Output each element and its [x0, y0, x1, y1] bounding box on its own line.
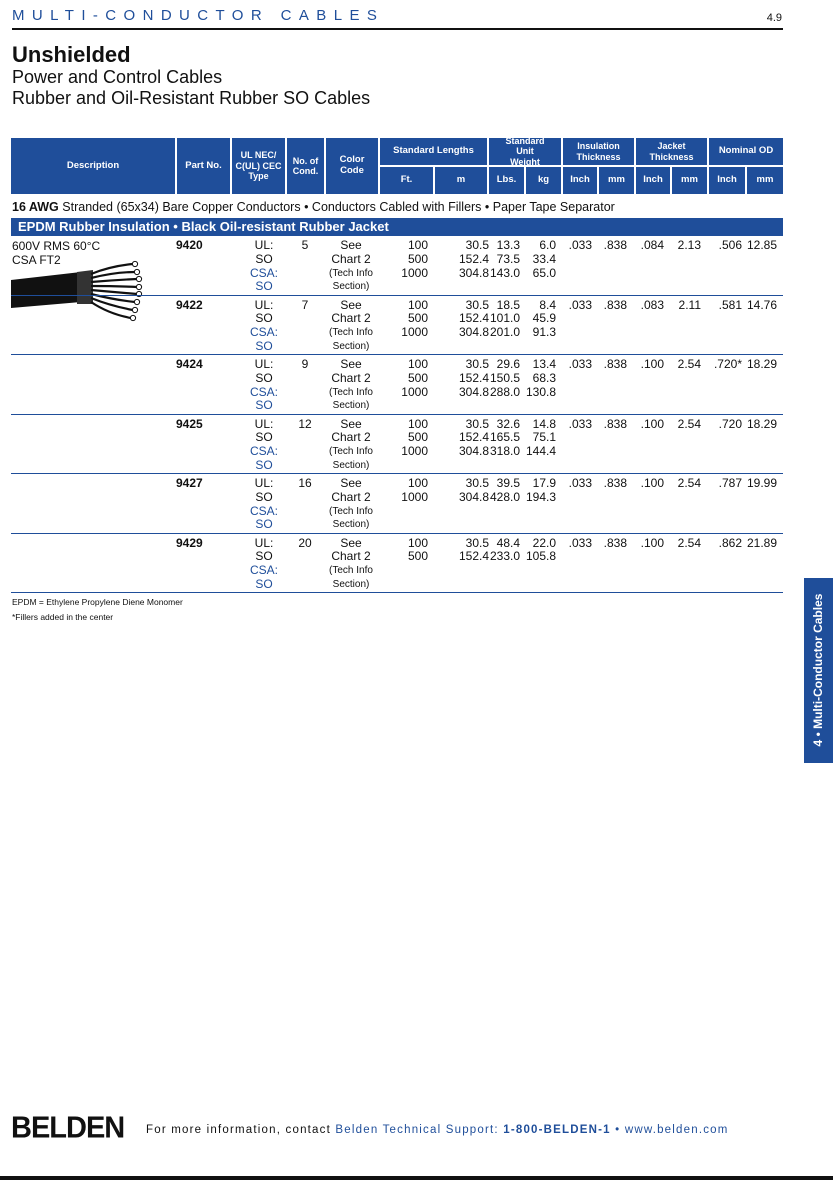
color-code	[323, 418, 379, 473]
description-voltage: 600V RMS 60°C	[12, 239, 101, 253]
support-phone: 1-800-BELDEN-1	[503, 1124, 611, 1136]
table-row	[11, 296, 783, 356]
kg-value: 8.4	[539, 297, 556, 312]
header-jacket-thickness: Jacket Thickness	[636, 138, 707, 165]
insulation-section-bar: EPDM Rubber Insulation • Black Oil-resistant Rubber Jacket	[11, 218, 783, 236]
header-color-code: Color Code	[326, 138, 378, 194]
ft-value: 1000	[401, 384, 428, 399]
ft-value: 500	[407, 311, 428, 326]
insulation-mm: .838	[603, 297, 627, 312]
color-tech: (Tech Info	[329, 327, 373, 339]
color-section: Section)	[332, 578, 370, 590]
insulation-inch: .033	[568, 297, 592, 312]
ul-label: UL:	[254, 357, 274, 371]
lbs-value: 32.6	[496, 416, 520, 431]
weight-kg	[523, 418, 556, 459]
color-section: Section)	[332, 459, 370, 471]
jacket-inch: .100	[640, 416, 664, 431]
weight-lbs	[489, 358, 520, 399]
color-tech: (Tech Info	[329, 505, 373, 517]
ul-type	[241, 477, 287, 532]
m-value: 30.5	[465, 238, 489, 252]
od-mm: 21.89	[746, 535, 777, 550]
color-section: Section)	[332, 281, 370, 293]
csa-label: CSA:	[249, 503, 278, 518]
awg-label: 16 AWG	[12, 200, 59, 214]
part-number: 9422	[176, 297, 203, 312]
ft-value: 1000	[401, 489, 428, 504]
insulation-mm: .838	[603, 357, 627, 371]
ul-type	[241, 239, 287, 294]
length-m	[431, 537, 489, 565]
section-header-title: MULTI-CONDUCTOR CABLES	[12, 7, 385, 24]
ul-type	[241, 537, 287, 592]
kg-value: 75.1	[532, 430, 556, 445]
jacket-mm: 2.54	[677, 535, 701, 550]
ft-value: 100	[407, 238, 428, 252]
table-row	[11, 534, 783, 594]
kg-value: 45.9	[532, 311, 556, 326]
length-ft	[380, 299, 428, 340]
ul-label: UL:	[254, 476, 274, 490]
length-m	[431, 418, 489, 459]
ft-value: 1000	[401, 265, 428, 280]
conductor-count: 20	[298, 535, 312, 550]
awg-description: Stranded (65x34) Bare Copper Conductors • Conductors Cabled with Fillers • Paper Tape Separator	[62, 200, 615, 214]
color-code	[323, 358, 379, 413]
jacket-inch: .100	[640, 535, 664, 550]
description-rating: CSA FT2	[12, 253, 61, 267]
length-ft	[380, 477, 428, 505]
length-m	[431, 239, 489, 280]
lbs-value: 48.4	[496, 535, 520, 550]
header-lbs: Lbs.	[489, 167, 524, 194]
kg-value: 65.0	[532, 265, 556, 280]
weight-kg	[523, 477, 556, 505]
part-number: 9427	[176, 476, 203, 490]
kg-value: 91.3	[532, 325, 556, 340]
insulation-mm: .838	[603, 238, 627, 252]
part-number: 9420	[176, 238, 203, 252]
kg-value: 68.3	[532, 370, 556, 385]
ft-value: 500	[407, 370, 428, 385]
color-see: See	[340, 416, 362, 431]
m-value: 304.8	[458, 265, 489, 280]
od-mm: 18.29	[746, 416, 777, 431]
insulation-inch: .033	[568, 357, 592, 371]
lbs-value: 18.5	[496, 297, 520, 312]
page-subtitle-2: Rubber and Oil-Resistant Rubber SO Cables	[12, 88, 371, 108]
so-label: SO	[255, 311, 273, 326]
conductor-count: 7	[301, 297, 309, 312]
color-tech: (Tech Info	[329, 386, 373, 398]
m-value: 152.4	[458, 549, 489, 564]
ft-value: 100	[407, 297, 428, 312]
awg-spec-line	[12, 200, 615, 214]
header-od-inch: Inch	[709, 167, 745, 194]
m-value: 152.4	[458, 251, 489, 266]
kg-value: 13.4	[532, 357, 556, 371]
length-m	[431, 299, 489, 340]
kg-value: 130.8	[525, 384, 556, 399]
contact-line	[146, 1124, 729, 1136]
ft-value: 1000	[401, 325, 428, 340]
insulation-inch: .033	[568, 416, 592, 431]
ul-type	[241, 418, 287, 473]
color-see: See	[340, 357, 362, 371]
length-ft	[380, 418, 428, 459]
lbs-value: 288.0	[489, 384, 520, 399]
lbs-value: 143.0	[489, 265, 520, 280]
ft-value: 500	[407, 549, 428, 564]
length-m	[431, 358, 489, 399]
lbs-value: 73.5	[496, 251, 520, 266]
weight-kg	[523, 299, 556, 340]
ul-label: UL:	[254, 297, 274, 312]
lbs-value: 101.0	[489, 311, 520, 326]
table-row	[11, 415, 783, 475]
so-label: SO	[255, 430, 273, 445]
jacket-mm: 2.54	[677, 416, 701, 431]
insulation-mm: .838	[603, 416, 627, 431]
ft-value: 500	[407, 430, 428, 445]
ft-value: 100	[407, 357, 428, 371]
so-label-2: SO	[255, 457, 273, 472]
ul-label: UL:	[254, 416, 274, 431]
table-header	[11, 135, 783, 194]
csa-label: CSA:	[249, 444, 278, 459]
so-label-2: SO	[255, 517, 273, 532]
part-number: 9424	[176, 357, 203, 371]
od-mm: 12.85	[746, 238, 777, 252]
m-value: 304.8	[458, 489, 489, 504]
kg-value: 14.8	[532, 416, 556, 431]
part-number: 9429	[176, 535, 203, 550]
header-ft: Ft.	[380, 167, 433, 194]
kg-value: 17.9	[532, 476, 556, 490]
ul-label: UL:	[254, 238, 274, 252]
ft-value: 100	[407, 535, 428, 550]
table-row	[11, 355, 783, 415]
contact-separator: •	[610, 1124, 625, 1136]
ft-value: 100	[407, 416, 428, 431]
lbs-value: 428.0	[489, 489, 520, 504]
color-see: See	[340, 535, 362, 550]
color-see: See	[340, 238, 362, 252]
length-m	[431, 477, 489, 505]
bottom-rule	[0, 1176, 833, 1180]
page-subtitle-1: Power and Control Cables	[12, 67, 223, 87]
color-code	[323, 299, 379, 354]
so-label-2: SO	[255, 338, 273, 353]
m-value: 304.8	[458, 444, 489, 459]
color-chart: Chart 2	[331, 549, 371, 564]
jacket-inch: .084	[640, 238, 664, 252]
jacket-inch: .100	[640, 476, 664, 490]
color-tech: (Tech Info	[329, 267, 373, 279]
lbs-value: 29.6	[496, 357, 520, 371]
header-jk-mm: mm	[672, 167, 707, 194]
table-row	[11, 236, 783, 296]
weight-lbs	[489, 239, 520, 280]
od-inch: .581	[718, 297, 742, 312]
weight-lbs	[489, 537, 520, 565]
kg-value: 22.0	[532, 535, 556, 550]
lbs-value: 13.3	[496, 238, 520, 252]
header-unit-weight: Standard Unit Weight	[489, 138, 561, 165]
jacket-inch: .083	[640, 297, 664, 312]
color-chart: Chart 2	[331, 489, 371, 504]
header-standard-lengths: Standard Lengths	[380, 138, 487, 165]
conductor-count: 16	[298, 476, 312, 490]
insulation-inch: .033	[568, 238, 592, 252]
header-no-cond: No. of Cond.	[287, 138, 324, 194]
header-m: m	[435, 167, 487, 194]
header-insulation-thickness: Insulation Thickness	[563, 138, 634, 165]
csa-label: CSA:	[249, 265, 278, 280]
kg-value: 33.4	[532, 251, 556, 266]
insulation-inch: .033	[568, 476, 592, 490]
od-inch: .506	[718, 238, 742, 252]
kg-value: 194.3	[525, 489, 556, 504]
color-code	[323, 239, 379, 294]
ft-value: 500	[407, 251, 428, 266]
header-kg: kg	[526, 167, 561, 194]
so-label: SO	[255, 549, 273, 564]
od-inch: .862	[718, 535, 742, 550]
m-value: 30.5	[465, 416, 489, 431]
m-value: 152.4	[458, 370, 489, 385]
header-ul-type: UL NEC/ C(UL) CEC Type	[232, 138, 285, 194]
kg-value: 105.8	[525, 549, 556, 564]
od-inch: .720*	[713, 357, 742, 371]
ul-type	[241, 299, 287, 354]
header-ins-inch: Inch	[563, 167, 597, 194]
lbs-value: 233.0	[489, 549, 520, 564]
lbs-value: 150.5	[489, 370, 520, 385]
color-see: See	[340, 476, 362, 490]
insulation-mm: .838	[603, 476, 627, 490]
conductor-count: 5	[301, 238, 309, 252]
jacket-mm: 2.54	[677, 476, 701, 490]
header-part-no: Part No.	[177, 138, 230, 194]
length-ft	[380, 358, 428, 399]
od-mm: 18.29	[746, 357, 777, 371]
table-row	[11, 474, 783, 534]
insulation-inch: .033	[568, 535, 592, 550]
od-inch: .787	[718, 476, 742, 490]
color-see: See	[340, 297, 362, 312]
lbs-value: 201.0	[489, 325, 520, 340]
weight-kg	[523, 239, 556, 280]
color-code	[323, 477, 379, 532]
conductor-count: 9	[301, 357, 309, 371]
jacket-inch: .100	[640, 357, 664, 371]
length-ft	[380, 239, 428, 280]
lbs-value: 39.5	[496, 476, 520, 490]
m-value: 304.8	[458, 384, 489, 399]
ft-value: 100	[407, 476, 428, 490]
so-label-2: SO	[255, 576, 273, 591]
part-number: 9425	[176, 416, 203, 431]
length-ft	[380, 537, 428, 565]
color-tech: (Tech Info	[329, 565, 373, 577]
so-label-2: SO	[255, 398, 273, 413]
so-label: SO	[255, 489, 273, 504]
m-value: 30.5	[465, 476, 489, 490]
csa-label: CSA:	[249, 325, 278, 340]
m-value: 304.8	[458, 325, 489, 340]
weight-kg	[523, 537, 556, 565]
od-mm: 14.76	[746, 297, 777, 312]
color-chart: Chart 2	[331, 370, 371, 385]
ft-value: 1000	[401, 444, 428, 459]
jacket-mm: 2.54	[677, 357, 701, 371]
od-mm: 19.99	[746, 476, 777, 490]
od-inch: .720	[718, 416, 742, 431]
so-label: SO	[255, 370, 273, 385]
m-value: 152.4	[458, 311, 489, 326]
kg-value: 6.0	[539, 238, 556, 252]
header-rule	[12, 28, 783, 30]
m-value: 30.5	[465, 535, 489, 550]
color-section: Section)	[332, 340, 370, 352]
support-label: Belden Technical Support:	[335, 1124, 504, 1136]
color-section: Section)	[332, 400, 370, 412]
color-chart: Chart 2	[331, 430, 371, 445]
csa-label: CSA:	[249, 563, 278, 578]
so-label-2: SO	[255, 279, 273, 294]
color-tech: (Tech Info	[329, 446, 373, 458]
color-chart: Chart 2	[331, 311, 371, 326]
weight-lbs	[489, 477, 520, 505]
csa-label: CSA:	[249, 384, 278, 399]
jacket-mm: 2.13	[677, 238, 701, 252]
color-section: Section)	[332, 519, 370, 531]
m-value: 30.5	[465, 357, 489, 371]
footnote-fillers: *Fillers added in the center	[12, 612, 114, 622]
page-number: 4.9	[766, 12, 782, 24]
conductor-count: 12	[298, 416, 312, 431]
weight-lbs	[489, 418, 520, 459]
lbs-value: 318.0	[489, 444, 520, 459]
header-od-mm: mm	[747, 167, 783, 194]
kg-value: 144.4	[525, 444, 556, 459]
header-jk-inch: Inch	[636, 167, 670, 194]
website-link[interactable]: www.belden.com	[624, 1124, 729, 1136]
color-chart: Chart 2	[331, 251, 371, 266]
side-tab-label: 4 • Multi-Conductor Cables	[811, 593, 825, 747]
jacket-mm: 2.11	[678, 297, 701, 312]
footnote-epdm: EPDM = Ethylene Propylene Diene Monomer	[12, 597, 183, 607]
weight-lbs	[489, 299, 520, 340]
header-ins-mm: mm	[599, 167, 634, 194]
page-title: Unshielded	[12, 42, 131, 67]
weight-kg	[523, 358, 556, 399]
m-value: 30.5	[465, 297, 489, 312]
lbs-value: 165.5	[489, 430, 520, 445]
ul-type	[241, 358, 287, 413]
header-nominal-od: Nominal OD	[709, 138, 783, 165]
insulation-mm: .838	[603, 535, 627, 550]
color-code	[323, 537, 379, 592]
ul-label: UL:	[254, 535, 274, 550]
header-description: Description	[11, 138, 175, 194]
m-value: 152.4	[458, 430, 489, 445]
so-label: SO	[255, 251, 273, 266]
belden-logo: BELDEN	[11, 1111, 125, 1145]
contact-prefix: For more information, contact	[146, 1124, 336, 1136]
